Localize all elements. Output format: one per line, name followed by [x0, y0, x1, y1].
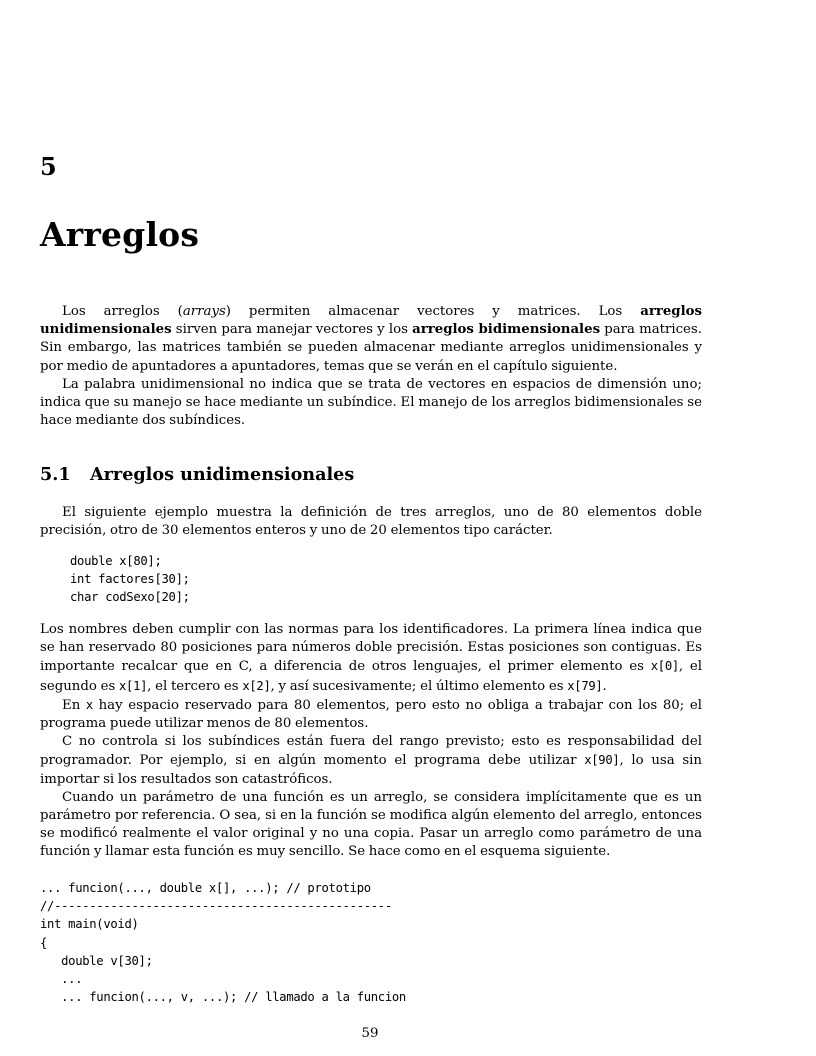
intro-text [40, 303, 702, 430]
section-paragraph-1-block [40, 504, 702, 540]
section-paragraph-1: El siguiente ejemplo muestra la definición de tres arreglos, uno de 80 elementos doble precisión, otro de 30 elementos enteros y uno de 20 elementos tipo carácter. [40, 505, 702, 539]
section-title: Arreglos unidimensionales [90, 464, 355, 485]
term-bidimensional: arreglos bidimensionales [412, 322, 601, 338]
code-block-function-scheme: ... funcion(..., double x[], ...); // prototipo //------------------------------------------------ int main(void) { double v[30]; ... ... funcion(..., v, ...); // llamado a la funcion [40, 881, 406, 1005]
section-paragraph-3: En x hay espacio reservado para 80 elementos, pero esto no obliga a trabajar con los 80; el programa puede utilizar menos de 80 elementos. [40, 697, 703, 732]
section-heading [40, 463, 354, 487]
section-paragraph-5: Cuando un parámetro de una función es un arreglo, se considera implícitamente que es un parámetro por referencia. O sea, si en la función se modifica algún elemento del arreglo, entonces se modificó realmente el valor original y no una copia. Pasar un arreglo como parámetro de una función y llamar esta función es muy sencillo. Se hace como en el esquema siguiente. [40, 789, 702, 860]
chapter-title: Arreglos [40, 215, 200, 254]
page-number: 59 [361, 1026, 379, 1041]
term-unidimensional: arreglos unidimensionales [40, 304, 702, 338]
section-paragraph-2: Los nombres deben cumplir con las normas para los identificadores. La primera línea indica que se han reservado 80 posiciones para números doble precisión. Estas posiciones son contiguas. Es importante recalcar que en C, a diferencia de otros lenguajes, el primer elemento es x[0], el segundo es x[1], el tercero es x[2], y así sucesivamente; el último elemento es x[79]. [40, 622, 702, 694]
intro-paragraph-2: La palabra unidimensional no indica que se trata de vectores en espacios de dimensión uno; indica que su manejo se hace mediante un subíndice. El manejo de los arreglos bidimensionales se hace mediante dos subíndices. [40, 376, 702, 429]
code-block-declarations: double x[80]; int factores[30]; char codSexo[20]; [70, 554, 190, 605]
intro-paragraph-1: Los arreglos (arrays) permiten almacenar vectores y matrices. Los arreglos unidimensionales sirven para manejar vectores y los arreglos bidimensionales para matrices. Sin embargo, las matrices también se pueden almacenar mediante arreglos unidimensionales y por medio de apuntadores a apuntadores, temas que se verán en el capítulo siguiente. [40, 304, 702, 374]
section-number: 5.1 [40, 464, 71, 485]
section-text [40, 621, 702, 862]
chapter-number: 5 [40, 152, 57, 181]
section-paragraph-4: C no controla si los subíndices están fuera del rango previsto; esto es responsabilidad del programador. Por ejemplo, si en algún momento el programa debe utilizar x[90], lo usa sin importar si los resultados son catastróficos. [40, 734, 702, 787]
